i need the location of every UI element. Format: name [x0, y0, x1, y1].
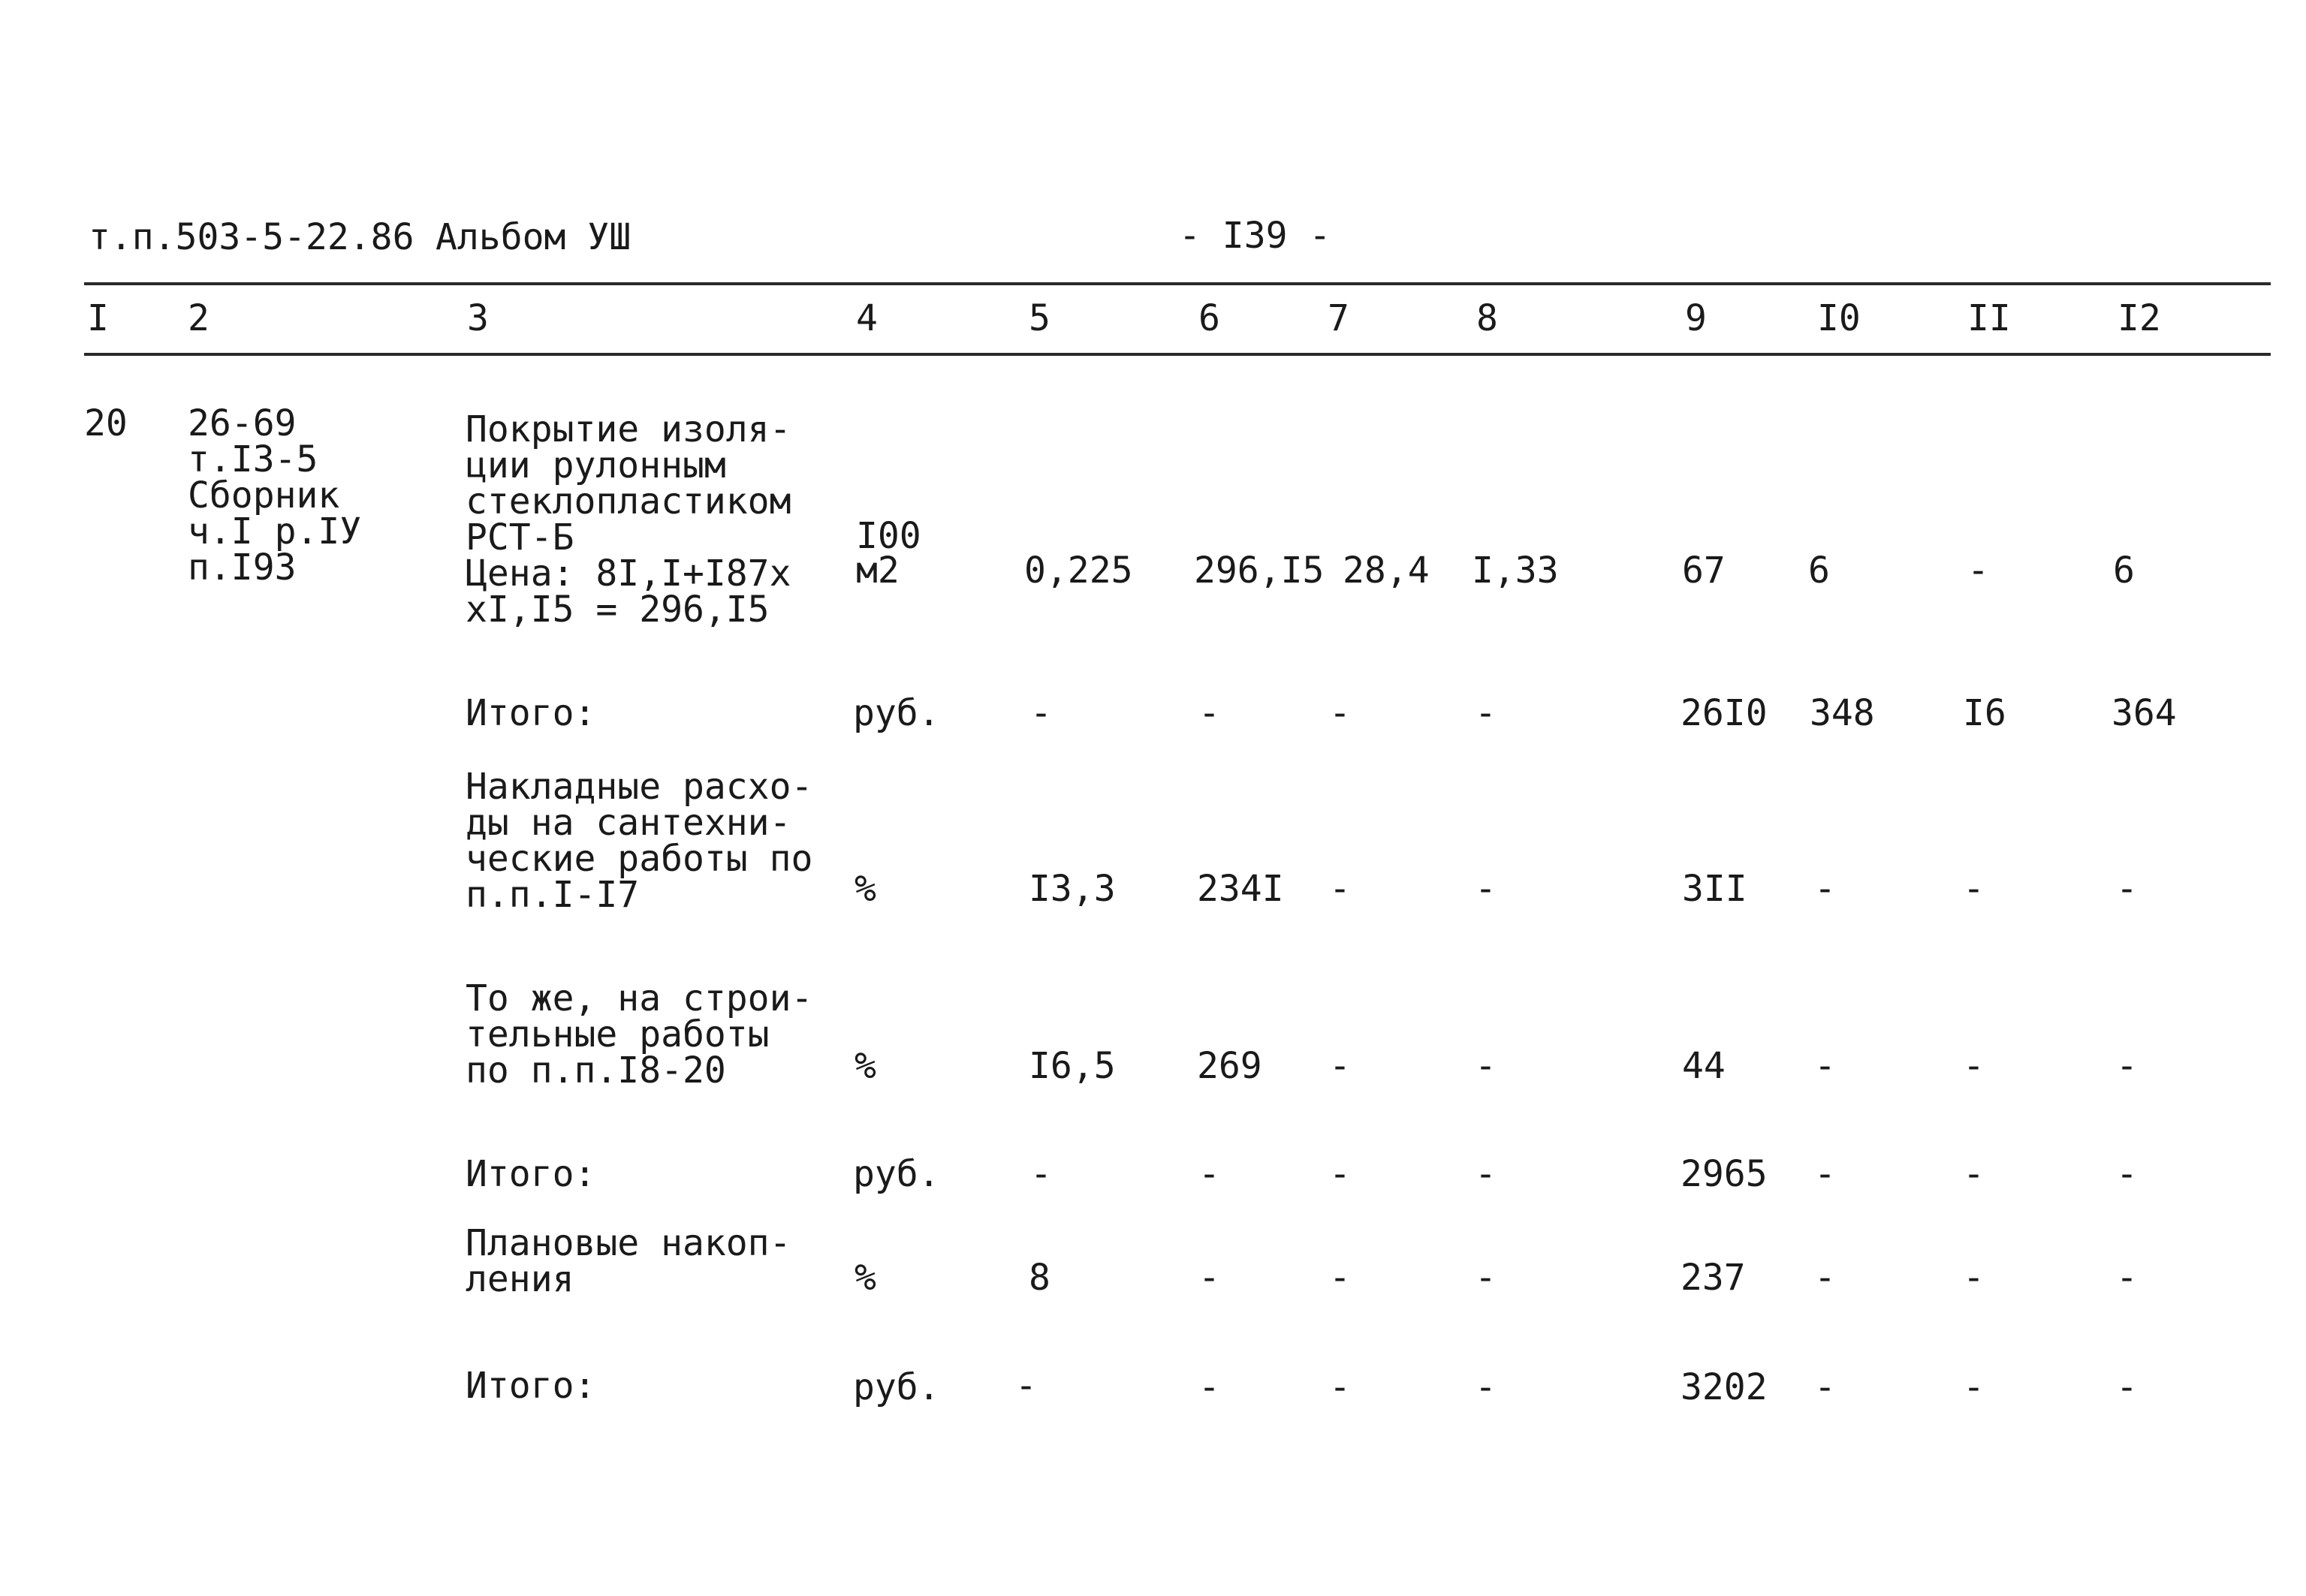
total-label: Итого:: [466, 1365, 596, 1407]
subtotal-col9: 2965: [1681, 1153, 1768, 1195]
item-description-line: Цена: 8I,I+I87х: [466, 553, 791, 595]
item-description-line: стеклопластиком: [466, 480, 791, 522]
construction-col6: 269: [1197, 1045, 1262, 1087]
column-header-3: 3: [467, 297, 489, 339]
item-description-line: ции рулонным: [466, 444, 726, 486]
column-header-1: I: [87, 297, 109, 339]
item-col7: 28,4: [1343, 550, 1430, 592]
planned-savings-col9: 237: [1681, 1257, 1746, 1299]
construction-unit: %: [855, 1045, 876, 1087]
total-col8: -: [1475, 1366, 1497, 1408]
summary-col11: I6: [1963, 692, 2006, 734]
overhead-col9: 3II: [1682, 868, 1747, 910]
item-unit: м2: [856, 550, 900, 592]
summary-col5: -: [1030, 692, 1052, 734]
construction-col10: -: [1814, 1045, 1836, 1087]
construction-col11: -: [1963, 1045, 1985, 1087]
doc-reference: т.п.503-5-22.86: [89, 216, 414, 258]
item-col12: 6: [2113, 550, 2135, 592]
total-col7: -: [1329, 1366, 1351, 1408]
header-bottom-rule: [84, 353, 2271, 356]
item-code-line: п.I93: [188, 547, 297, 589]
construction-col7: -: [1329, 1045, 1351, 1087]
subtotal-col6: -: [1198, 1153, 1220, 1195]
construction-description-line: То же, на строи-: [466, 977, 813, 1019]
subtotal-label: Итого:: [466, 1153, 596, 1195]
total-col6: -: [1198, 1366, 1220, 1408]
subtotal-col12: -: [2116, 1153, 2138, 1195]
total-col12: -: [2116, 1366, 2138, 1408]
item-col8: I,33: [1472, 550, 1559, 592]
item-description-line: РСТ-Б: [466, 516, 574, 559]
construction-description-line: тельные работы: [466, 1013, 770, 1055]
total-col9: 3202: [1681, 1366, 1768, 1408]
item-code-line: Сборник: [188, 474, 340, 516]
summary-col7: -: [1329, 692, 1351, 734]
column-header-11: II: [1967, 297, 2011, 339]
column-header-5: 5: [1029, 297, 1051, 339]
overhead-description-line: Накладные расхо-: [466, 766, 813, 808]
planned-savings-col7: -: [1329, 1257, 1351, 1299]
summary-col8: -: [1475, 692, 1497, 734]
subtotal-col10: -: [1814, 1153, 1836, 1195]
summary-col9: 26I0: [1681, 692, 1768, 734]
item-col11: -: [1967, 550, 1989, 592]
summary-col10: 348: [1810, 692, 1875, 734]
column-header-10: I0: [1817, 297, 1861, 339]
overhead-description-line: ды на сантехни-: [466, 802, 791, 844]
item-code-line: ч.I р.IУ: [188, 510, 362, 553]
item-description-line: хI,I5 = 296,I5: [466, 589, 770, 631]
item-col5: 0,225: [1024, 550, 1133, 592]
subtotal-unit: руб.: [853, 1153, 940, 1195]
overhead-col6: 234I: [1197, 868, 1284, 910]
album-title: Альбом УШ: [436, 216, 632, 258]
construction-col5: I6,5: [1029, 1045, 1116, 1087]
planned-savings-unit: %: [855, 1257, 876, 1299]
item-description-line: Покрытие изоля-: [466, 408, 791, 450]
item-number: 20: [84, 402, 128, 444]
subtotal-col11: -: [1963, 1153, 1985, 1195]
column-header-6: 6: [1198, 297, 1220, 339]
overhead-col8: -: [1475, 868, 1497, 910]
column-header-12: I2: [2118, 297, 2161, 339]
planned-savings-col6: -: [1198, 1257, 1220, 1299]
subtotal-col8: -: [1475, 1153, 1497, 1195]
planned-savings-col12: -: [2116, 1257, 2138, 1299]
planned-savings-line: ления: [466, 1258, 574, 1300]
overhead-col12: -: [2116, 868, 2138, 910]
total-unit: руб.: [853, 1366, 940, 1408]
overhead-unit: %: [855, 868, 876, 910]
summary-unit: руб.: [853, 692, 940, 734]
total-col5: -: [1015, 1365, 1037, 1407]
item-col9: 67: [1682, 550, 1726, 592]
column-header-8: 8: [1476, 297, 1498, 339]
total-col11: -: [1963, 1366, 1985, 1408]
column-header-9: 9: [1685, 297, 1707, 339]
summary-label: Итого:: [466, 692, 596, 734]
overhead-description-line: ческие работы по: [466, 838, 813, 880]
total-col10: -: [1814, 1366, 1836, 1408]
column-header-7: 7: [1328, 297, 1349, 339]
construction-col8: -: [1475, 1045, 1497, 1087]
planned-savings-col8: -: [1475, 1257, 1497, 1299]
planned-savings-line: Плановые накоп-: [466, 1222, 791, 1264]
column-header-4: 4: [856, 297, 878, 339]
construction-col12: -: [2116, 1045, 2138, 1087]
item-unit-qty: I00: [856, 515, 921, 557]
item-code-line: т.I3-5: [188, 438, 318, 480]
overhead-col7: -: [1329, 868, 1351, 910]
item-col6: 296,I5: [1194, 550, 1325, 592]
summary-col12: 364: [2112, 692, 2177, 734]
subtotal-col7: -: [1329, 1153, 1351, 1195]
overhead-col5: I3,3: [1029, 868, 1116, 910]
overhead-col11: -: [1963, 868, 1985, 910]
item-col10: 6: [1808, 550, 1830, 592]
item-code-line: 26-69: [188, 402, 297, 444]
planned-savings-col11: -: [1963, 1257, 1985, 1299]
overhead-col10: -: [1814, 868, 1836, 910]
column-header-2: 2: [188, 297, 209, 339]
top-rule: [84, 282, 2271, 285]
summary-col6: -: [1198, 692, 1220, 734]
planned-savings-col5: 8: [1029, 1257, 1051, 1299]
construction-col9: 44: [1682, 1045, 1726, 1087]
overhead-description-line: п.п.I-I7: [466, 874, 640, 916]
construction-description-line: по п.п.I8-20: [466, 1049, 726, 1092]
page-number: - I39 -: [1179, 215, 1331, 257]
subtotal-col5: -: [1030, 1153, 1052, 1195]
planned-savings-col10: -: [1814, 1257, 1836, 1299]
